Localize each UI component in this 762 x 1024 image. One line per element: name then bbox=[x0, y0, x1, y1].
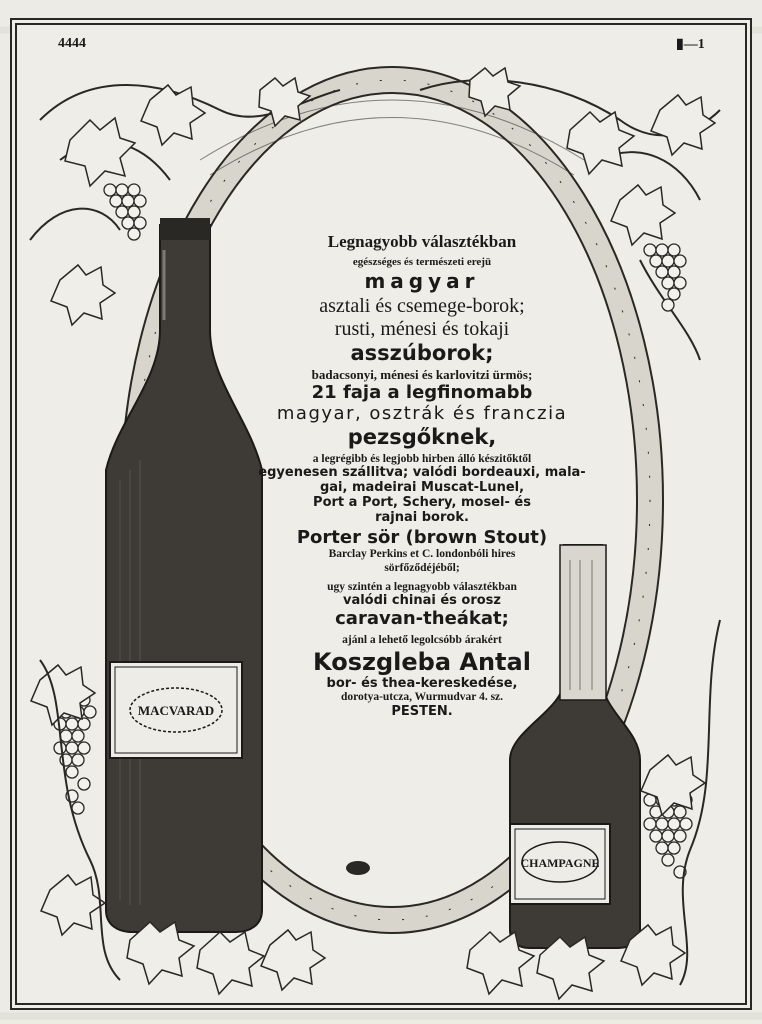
ad-line-17: Barclay Perkins et C. londonbóli hires bbox=[328, 548, 516, 561]
bottle-label-right: CHAMPAGNE bbox=[520, 856, 600, 870]
grapes-top-left bbox=[104, 184, 146, 240]
ad-line-4: asztali és csemege-borok; bbox=[319, 295, 525, 318]
bottle-label-left: MACVARAD bbox=[137, 703, 215, 718]
ad-line-8: 21 faja a legfinomabb bbox=[311, 382, 533, 404]
ad-line-13: gai, madeirai Muscat-Lunel, bbox=[319, 479, 525, 495]
page-number: 4444 bbox=[58, 36, 86, 51]
ad-line-16: Porter sör (brown Stout) bbox=[296, 526, 548, 548]
ad-line-9: magyar, osztrák és franczia bbox=[276, 402, 568, 424]
ad-line-14: Port a Port, Schery, mosel- és bbox=[313, 494, 531, 510]
ad-line-15: rajnai borok. bbox=[375, 509, 469, 525]
ad-line-20: valódi chinai és orosz bbox=[342, 593, 501, 609]
ad-line-12: egyenesen szállitva; valódi bordeauxi, mala- bbox=[258, 465, 586, 480]
ad-line-2: egészséges és természeti erejü bbox=[352, 255, 492, 268]
advertisement-text bbox=[236, 232, 608, 720]
corner-mark: ▮—1 bbox=[676, 37, 705, 52]
ad-line-18: sörfőződéjéből; bbox=[384, 561, 460, 574]
merchant-name: Koszgleba Antal bbox=[313, 647, 531, 676]
cork bbox=[346, 861, 370, 875]
ad-line-3: magyar bbox=[364, 269, 480, 294]
ad-city: PESTEN. bbox=[391, 703, 453, 719]
ad-line-6: asszúborok; bbox=[350, 341, 494, 366]
ad-line-5: rusti, ménesi és tokaji bbox=[334, 318, 510, 341]
ad-line-24: bor- és thea-kereskedése, bbox=[326, 675, 518, 691]
ad-line-21: caravan-theákat; bbox=[335, 608, 509, 630]
ad-line-19: ugy szintén a legnagyobb választékban bbox=[327, 580, 517, 593]
ad-line-11: a legrégibb és legjobb hirben álló készitőktől bbox=[312, 452, 532, 465]
ad-address: dorotya-utcza, Wurmudvar 4. sz. bbox=[340, 691, 504, 704]
ad-headline: Legnagyobb választékban bbox=[327, 232, 517, 251]
ad-line-7: badacsonyi, ménesi és karlovitzi ürmös; bbox=[311, 367, 533, 383]
ad-line-10: pezsgőknek, bbox=[347, 424, 497, 449]
ad-line-22: ajánl a lehető legolcsóbb árakért bbox=[342, 633, 502, 646]
